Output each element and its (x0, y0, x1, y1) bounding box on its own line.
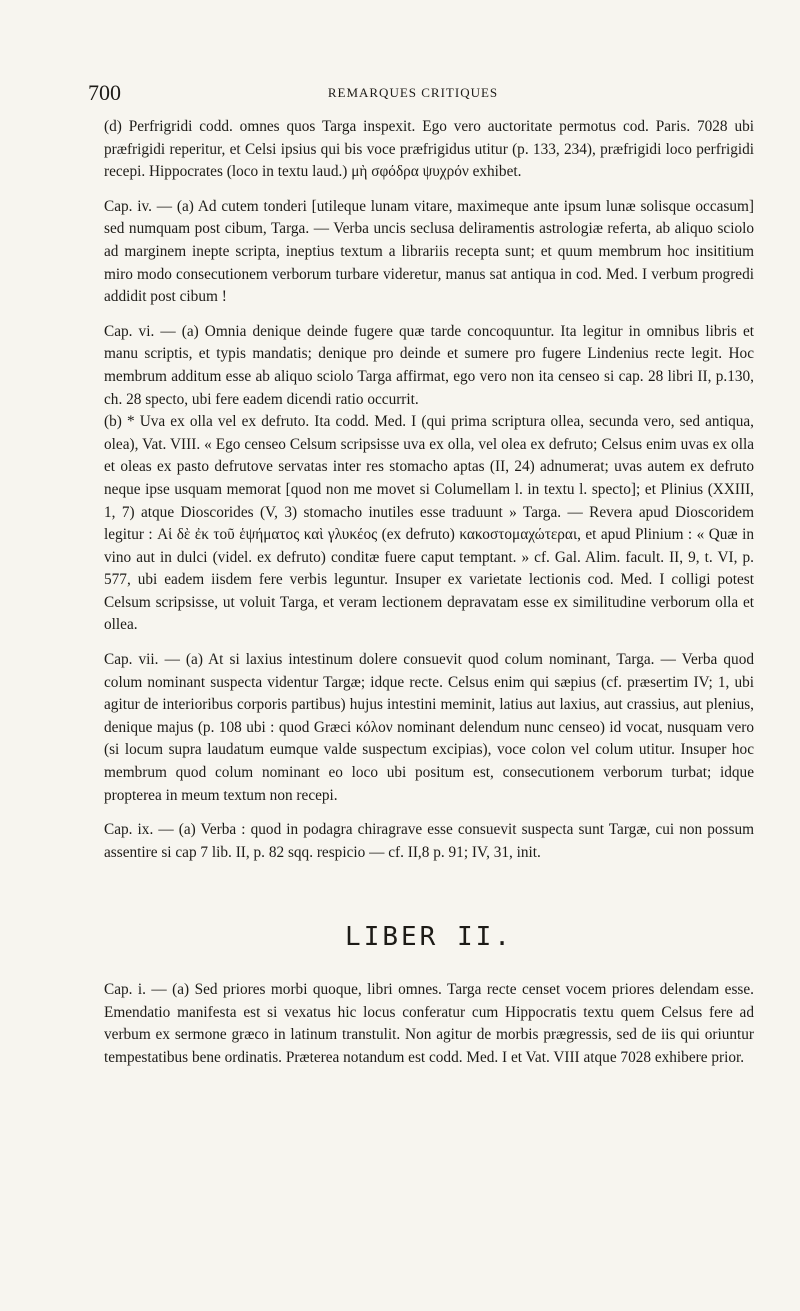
book-title: LIBER II. (345, 922, 513, 953)
note-cap-vii: Cap. vii. — (a) At si laxius intestinum dolere consuevit quod colum nominant, Targa. — Verba quod colum nominant suspecta videntur Targæ; idque recte. Celsus enim qui sæpius (cf. præsertim IV; 1, ubi agitur de interioribus corporis partibus) hujus intestini meminit, latius aut laxius, aut crassius, aut plenius, denique majus (p. 108 ubi : quod Græci κόλον nominant delendum nunc censeo) id vocat, nusquam vero (si locum supra laudatum eumque valde suspectum excipias), voce colon vel colum utitur. Insuper hoc membrum quod colum nominant eo loco ubi positum est, consecutionem verborum turbat; idque propterea in meum textum non recepi. (104, 651, 754, 804)
page-number: 700 (88, 80, 121, 105)
page-body (104, 116, 754, 1069)
running-head: REMARQUES CRITIQUES (327, 85, 499, 100)
note-d-perfrigridi: (d) Perfrigridi codd. omnes quos Targa inspexit. Ego vero auctoritate permotus cod. Paris. 7028 ubi præfrigidi reperitur, et Celsi ipsius qui bis voce præfrigidus utitur (p. 133, 234), præfrigidi loco perfrigidi recepi. Hippocrates (loco in textu laud.) μὴ σφόδρα ψυχρόν exhibet. (104, 118, 754, 181)
note-liber-ii-cap-i: Cap. i. — (a) Sed priores morbi quoque, libri omnes. Targa recte censet vocem priores delendam esse. Emendatio manifesta est si vexatus hic locus conferatur cum Hippocratis textu quem Celsus fere ad verbum ex sermone græco in latinum transtulit. Non agitur de morbis prægressis, sed de iis qui oriuntur tempestatibus bene ordinatis. Præterea notandum est codd. Med. I et Vat. VIII atque 7028 exhibere prior. (104, 981, 754, 1066)
page-header (88, 80, 738, 106)
note-cap-ix: Cap. ix. — (a) Verba : quod in podagra chiragrave esse consuevit suspecta sunt Targæ, cui non possum assentire si cap 7 lib. II, p. 82 sqq. respicio — cf. II,8 p. 91; IV, 31, init. (104, 821, 754, 861)
note-cap-vi-a: Cap. vi. — (a) Omnia denique deinde fugere quæ tarde concoquuntur. Ita legitur in omnibus libris et manu scriptis, et typis mandatis; denique pro deinde et sumere pro fugere Lindenius recte legit. Hoc membrum additum esse ab aliquo sciolo Targa affirmat, ego vero non ita censeo si cap. 28 libri II, p.130, ch. 28 specto, ubi fere eadem dicendi ratio occurrit. (104, 322, 754, 408)
note-cap-iv: Cap. iv. — (a) Ad cutem tonderi [utileque lunam vitare, maximeque ante ipsum lunæ solisque occasum] sed numquam post cibum, Targa. — Verba uncis seclusa deliramentis astrologiæ referta, ab aliquo sciolo ad marginem inepte scripta, ineptius textum a librariis recepta sunt; et quum membrum hoc insititium miro modo consecutionem verborum turbare videretur, manus sat antiqua in cod. Med. I verbum progredi addidit post cibum ! (104, 197, 754, 306)
note-cap-vi-b: (b) * Uva ex olla vel ex defruto. Ita codd. Med. I (qui prima scriptura ollea, secunda vero, sed antiqua, olea), Vat. VIII. « Ego censeo Celsum scripsisse uva ex olla, vel olea ex defruto; Celsus enim uvas ex olla et oleas ex pasto defrutove servatas inter res stomacho aptas (II, 24) adnumerat; uvas autem ex defruto neque ipse usquam memorat [quod non me movet si Columellam l. in textu l. specto]; et Plinius (XXIII, 1, 7) atque Dioscorides (V, 3) stomacho inutiles esse traduunt » Targa. — Revera apud Dioscoridem legitur : Αἱ δὲ ἐκ τοῦ ἑψήματος καὶ γλυκέος (ex defruto) κακοστομαχώτεραι, et apud Plinium : « Quæ in vino aut in dulci (videl. ex defruto) conditæ fuere caput temptant. » cf. Gal. Alim. facult. II, 9, t. VI, p. 577, ubi eadem iisdem fere verbis leguntur. Insuper ex varietate lectionis cod. Med. I colligi potest Celsum scripsisse, ut voluit Targa, et veram lectionem depravatam esse ex similitudine verborum olla et ollea. (104, 413, 754, 634)
